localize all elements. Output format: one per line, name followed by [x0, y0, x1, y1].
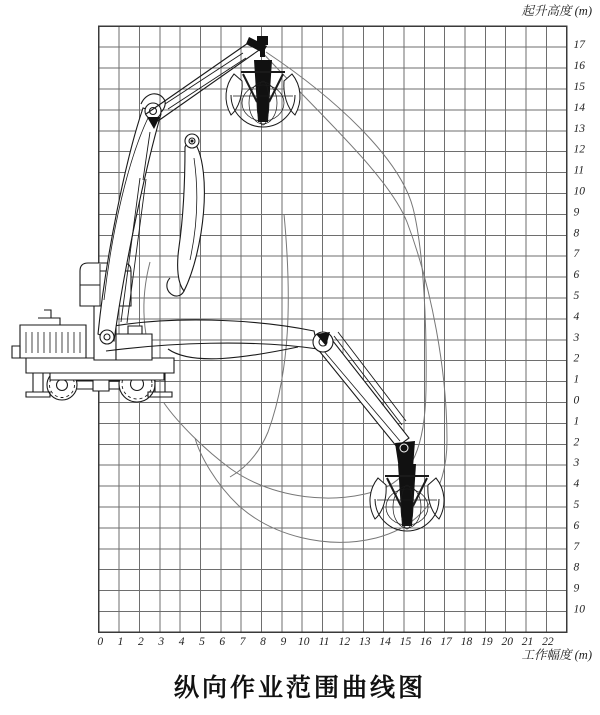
y-tick-label: 2: [573, 436, 580, 449]
x-tick-label: 13: [359, 636, 371, 648]
turntable-box: [116, 326, 152, 360]
stick-extended: [316, 336, 409, 447]
x-tick-label: 17: [440, 636, 452, 648]
x-tick-label: 1: [117, 636, 124, 648]
y-tick-label: 3: [573, 457, 580, 470]
chassis-step: [50, 373, 164, 380]
x-tick-label: 3: [158, 636, 165, 648]
x-tick-label: 20: [501, 636, 513, 648]
y-axis-tick-labels: [573, 39, 587, 615]
y-tick-label: 0: [573, 394, 580, 407]
y-tick-label: 1: [573, 373, 580, 386]
grab-upper-mast: [254, 60, 272, 122]
x-tick-label: 11: [318, 636, 330, 648]
boom-extended-lower-chord: [168, 347, 298, 359]
boom-pivot: [100, 330, 114, 344]
x-tick-label: 4: [178, 636, 185, 648]
machine-drawing: [12, 263, 174, 402]
x-tick-label: 21: [521, 636, 534, 648]
y-tick-label: 13: [573, 122, 585, 135]
outrigger-rear: [26, 370, 50, 397]
grid-border: [99, 26, 567, 632]
y-tick-label: 8: [573, 561, 580, 574]
x-tick-label: 2: [138, 636, 144, 648]
grab-upper: [226, 36, 300, 127]
y-tick-label: 4: [573, 310, 580, 323]
y-tick-label: 14: [573, 101, 585, 114]
y-tick-label: 10: [573, 603, 585, 616]
grid-lines: [99, 26, 567, 632]
x-tick-label: 7: [239, 636, 246, 648]
y-tick-label: 7: [573, 248, 580, 261]
x-tick-label: 6: [219, 636, 226, 648]
y-tick-label: 16: [573, 60, 585, 73]
x-tick-label: 8: [260, 636, 266, 648]
x-tick-label: 15: [399, 636, 412, 648]
y-tick-label: 15: [573, 81, 585, 93]
x-tick-label: 9: [280, 636, 287, 648]
x-tick-label: 14: [379, 636, 391, 648]
y-tick-label: 17: [573, 39, 585, 52]
grab-lower: [370, 464, 444, 531]
x-tick-label: 12: [338, 636, 351, 648]
x-tick-label: 5: [199, 636, 205, 648]
y-tick-label: 6: [573, 269, 580, 282]
envelope-curve-drop: [230, 214, 288, 477]
x-tick-label: 18: [460, 636, 473, 648]
y-tick-label: 12: [573, 143, 585, 156]
y-tick-label: 9: [573, 206, 580, 219]
y-tick-label: 3: [573, 331, 580, 344]
rear-counterweight: [12, 346, 20, 358]
grab-lower-mast: [398, 464, 416, 526]
y-tick-label: 1: [573, 415, 580, 428]
y-tick-label: 2: [573, 352, 580, 365]
x-axis-tick-labels: [97, 636, 554, 648]
x-tick-label: 22: [542, 636, 554, 648]
stick-extended-inner: [323, 350, 400, 441]
figure-title: 纵向作业范围曲线图: [173, 674, 426, 702]
x-tick-label: 10: [297, 636, 310, 648]
y-tick-label: 5: [573, 499, 580, 511]
y-tick-label: 8: [573, 227, 580, 240]
y-tick-label: 6: [573, 519, 580, 532]
engine-roof: [38, 310, 60, 325]
y-tick-label: 5: [573, 290, 580, 302]
y-tick-label: 9: [573, 582, 580, 595]
y-tick-label: 7: [573, 540, 580, 553]
y-axis-caption: 起升高度 (m): [521, 4, 592, 18]
x-tick-label: 0: [97, 636, 104, 648]
y-tick-label: 11: [573, 164, 585, 177]
x-tick-label: 19: [481, 636, 493, 648]
engine-housing: [20, 325, 86, 358]
y-tick-label: 4: [573, 478, 580, 491]
x-axis-caption: 工作幅度 (m): [521, 648, 592, 662]
y-tick-label: 10: [573, 185, 585, 198]
x-tick-label: 16: [420, 636, 432, 648]
